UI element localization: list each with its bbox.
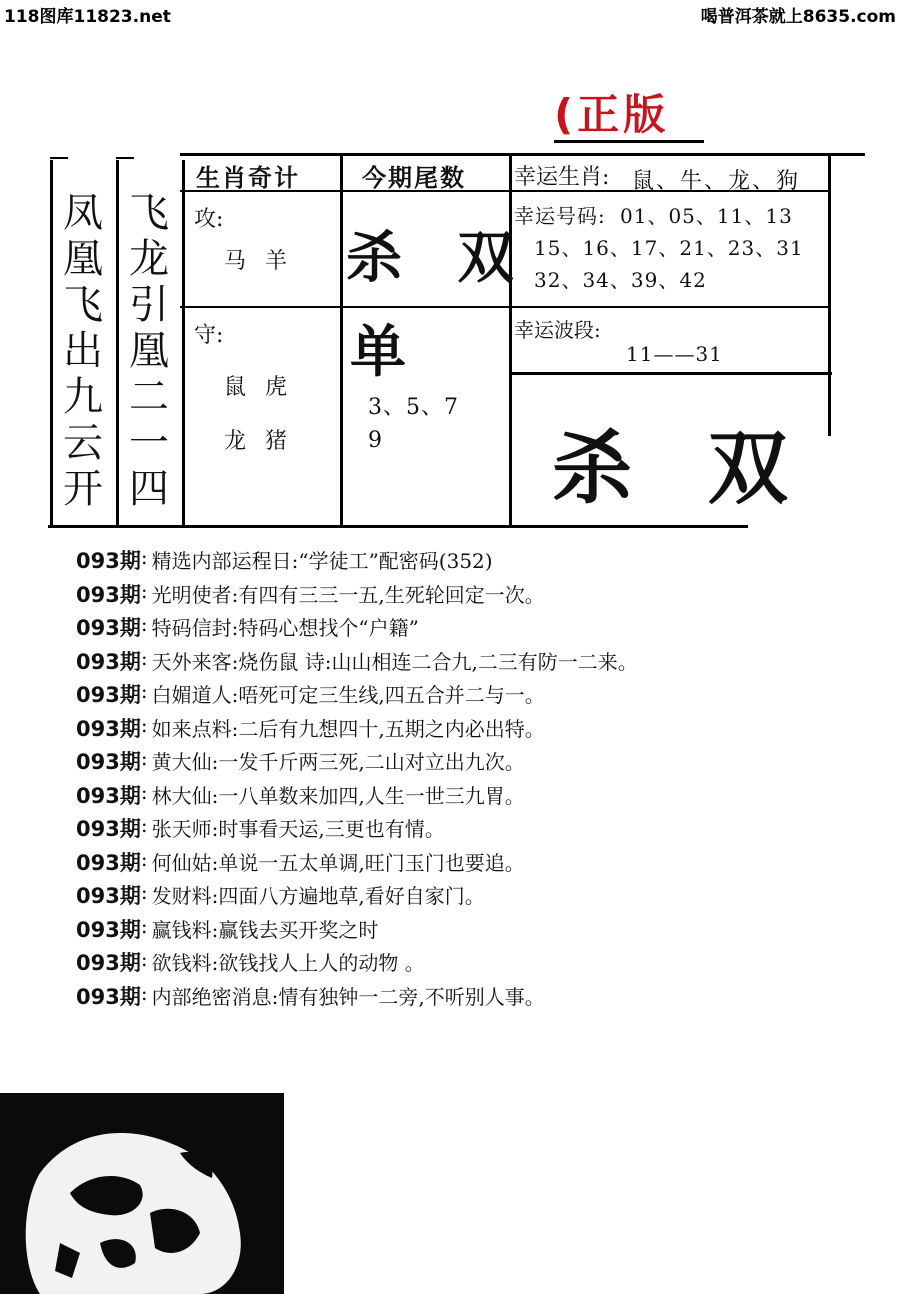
lucky-numbers-line1: 01、05、11、13 bbox=[620, 204, 793, 228]
site-left: 118图库11823.net bbox=[4, 7, 171, 27]
photo-fragment bbox=[0, 1093, 284, 1294]
entry-row: 093期 : 特码信封: 特码心想找个“户籍” bbox=[76, 612, 419, 640]
attack-value: 马 羊 bbox=[224, 249, 293, 274]
edition-underline bbox=[554, 140, 704, 143]
vertical-verse-2: 飞龙引凰二一四 bbox=[129, 190, 169, 512]
entry-row: 093期 : 内部绝密消息: 情有独钟一二旁,不听别人事。 bbox=[76, 980, 545, 1009]
entry-row: 093期 : 天外来客: 烧伤鼠 诗:山山相连二合九,二三有防一二来。 bbox=[76, 645, 638, 674]
vertical-verse-1: 凤凰飞出九云开 bbox=[63, 190, 103, 512]
entry-row: 093期 : 如来点料: 二后有九想四十,五期之内必出特。 bbox=[76, 712, 545, 741]
entry-row: 093期 : 精选内部运程日: “学徒工”配密码(352) bbox=[76, 545, 493, 573]
lucky-zodiac-label: 幸运生肖: bbox=[514, 165, 610, 190]
defend-label: 守: bbox=[194, 323, 224, 348]
defend-line1: 鼠 虎 bbox=[224, 375, 293, 400]
lucky-wave-value: 11——31 bbox=[626, 342, 723, 366]
tail-header: 今期尾数 bbox=[362, 163, 466, 192]
lucky-wave-label: 幸运波段: bbox=[514, 318, 601, 342]
entry-row: 093期 : 林大仙: 一八单数来加四,人生一世三九胃。 bbox=[76, 779, 525, 808]
entry-row: 093期 : 白媚道人: 唔死可定三生线,四五合并二与一。 bbox=[76, 679, 545, 707]
lucky-numbers-line3: 32、34、39、42 bbox=[534, 268, 707, 292]
entry-list bbox=[76, 545, 876, 1014]
defend-line2: 龙 猪 bbox=[224, 429, 293, 454]
zodiac-header: 生肖奇计 bbox=[196, 163, 300, 192]
entry-row: 093期 : 黄大仙: 一发千斤两三死,二山对立出九次。 bbox=[76, 746, 525, 774]
single-nums-line1: 3、5、7 bbox=[368, 395, 459, 420]
lucky-zodiac-value: 鼠、牛、龙、狗 bbox=[632, 169, 801, 194]
edition-mark: (正版 bbox=[554, 90, 670, 139]
kill-double-top: 杀 双 bbox=[346, 225, 532, 291]
single-nums-line2: 9 bbox=[368, 428, 383, 453]
lucky-numbers-label: 幸运号码: bbox=[514, 204, 606, 228]
entry-row: 093期 : 张天师: 时事看天运,三更也有情。 bbox=[76, 813, 445, 841]
single-label: 单 bbox=[350, 319, 406, 385]
entry-row: 093期 : 何仙姑: 单说一五太单调,旺门玉门也要追。 bbox=[76, 846, 525, 875]
entry-row: 093期 : 赢钱料: 赢钱去买开奖之时 bbox=[76, 913, 379, 942]
entry-row: 093期 : 发财料: 四面八方遍地草,看好自家门。 bbox=[76, 880, 485, 908]
photo-image bbox=[0, 1093, 284, 1294]
attack-label: 攻: bbox=[194, 207, 224, 232]
entry-row: 093期 : 光明使者: 有四有三三一五,生死轮回定一次。 bbox=[76, 578, 545, 607]
site-right: 喝普洱茶就上8635.com bbox=[700, 7, 896, 27]
entry-row: 093期 : 欲钱料: 欲钱找人上人的动物 。 bbox=[76, 947, 425, 975]
lucky-numbers-line2: 15、16、17、21、23、31 bbox=[534, 236, 804, 260]
kill-double-bottom: 杀 双 bbox=[552, 421, 812, 515]
